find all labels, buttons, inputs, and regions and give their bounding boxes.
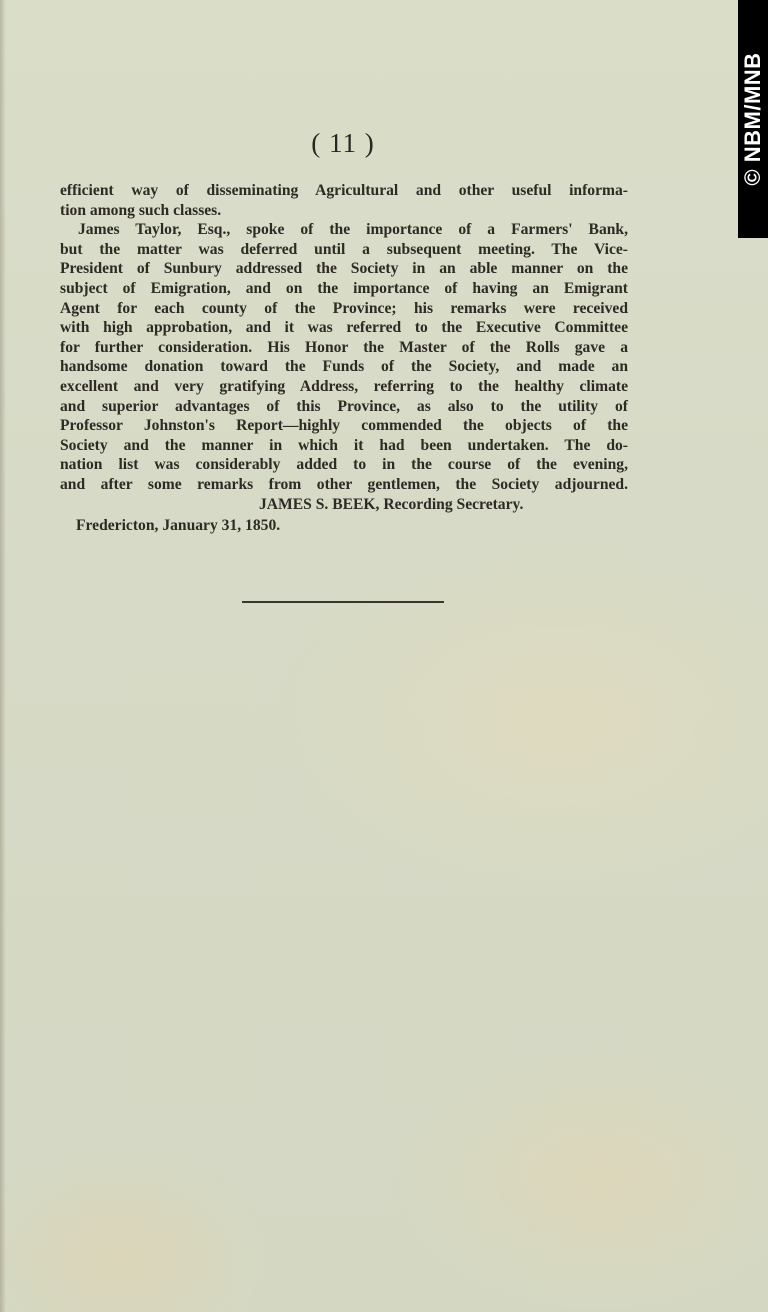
text-line: handsome donation toward the Funds of the Society, and made an: [60, 358, 628, 376]
text-line: for further consideration. His Honor the Master of the Rolls gave a: [60, 338, 628, 356]
text-line: but the matter was deferred until a subsequent meeting. The Vice-: [60, 240, 628, 258]
dateline: Fredericton, January 31, 1850.: [76, 516, 281, 534]
text-line: excellent and very gratifying Address, referring to the healthy climate: [60, 377, 628, 395]
section-divider: [242, 601, 444, 603]
text-line: nation list was considerably added to in the course of the evening,: [60, 456, 628, 474]
text-line: President of Sunbury addressed the Society in an able manner on the: [60, 260, 628, 278]
page-edge-shadow: [0, 0, 6, 1312]
text-line: efficient way of disseminating Agricultural and other useful informa-: [60, 182, 628, 199]
body-text: [60, 181, 628, 538]
text-line: tion among such classes.: [60, 201, 222, 219]
text-line: and after some remarks from other gentlemen, the Society adjourned.: [60, 475, 628, 493]
signature: JAMES S. BEEK, Recording Secretary.: [259, 495, 524, 513]
copyright-watermark: [738, 0, 768, 238]
text-line: Professor Johnston's Report—highly commended the objects of the: [60, 417, 628, 435]
page-number: ( 11 ): [311, 128, 375, 158]
text-line: James Taylor, Esq., spoke of the importance of a Farmers' Bank,: [78, 221, 628, 239]
text-line: with high approbation, and it was referred to the Executive Committee: [60, 319, 628, 337]
text-line: and superior advantages of this Province, as also to the utility of: [60, 397, 628, 415]
watermark-text: © NBM/MNB: [740, 52, 765, 186]
text-line: Agent for each county of the Province; his remarks were received: [60, 299, 628, 317]
text-line: Society and the manner in which it had been undertaken. The do-: [60, 436, 628, 454]
text-line: subject of Emigration, and on the importance of having an Emigrant: [60, 279, 628, 297]
